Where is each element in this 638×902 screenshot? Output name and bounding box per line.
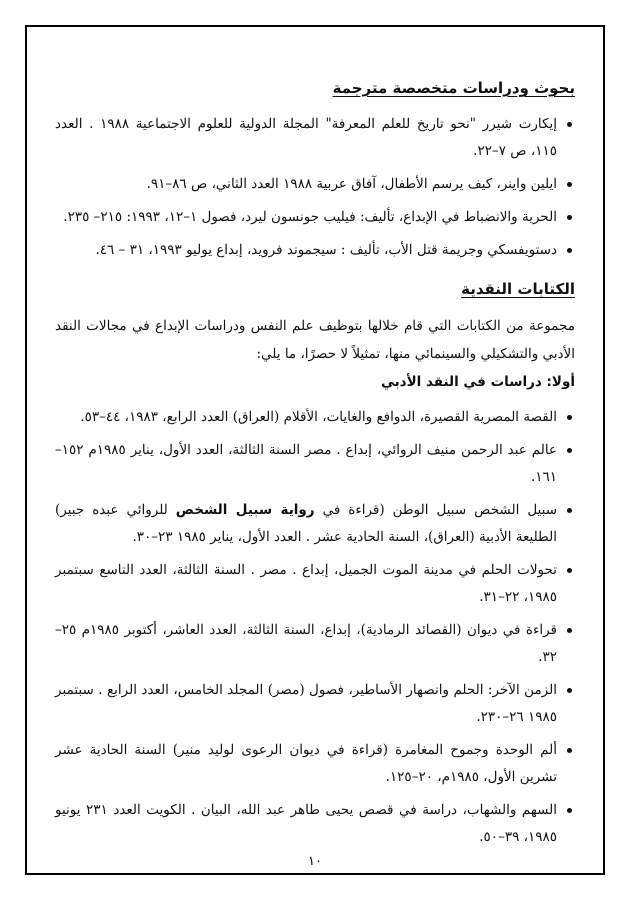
list-item: الزمن الآخر: الحلم وانصهار الأساطير، فصول (مصر) المجلد الخامس، العدد الرابع . سبتمبر ١٩٨٥ ٢٦–٢٣٠. — [55, 677, 575, 731]
list-item: ايلين واينر، كيف يرسم الأطفال، آفاق عربية ١٩٨٨ العدد الثاني، ص ٨٦–٩١. — [55, 171, 575, 198]
section-title-translated-studies: بحوث ودراسات متخصصة مترجمة — [332, 79, 575, 97]
page-content — [55, 79, 575, 857]
section-title-critical-writings: الكتابات النقدية — [461, 280, 575, 298]
list-item: عالم عبد الرحمن منيف الروائي، إبداع . مصر السنة الثالثة، العدد الأول، يناير ١٩٨٥م ١٥٢–١٦١. — [55, 437, 575, 491]
list-item: إيكارت شيرر "نحو تاريخ للعلم المعرفة" المجلة الدولية للعلوم الاجتماعية ١٩٨٨ . العدد ١١٥، ص ٧–٢٢. — [55, 111, 575, 165]
list-item: ألم الوحدة وجموح المغامرة (قراءة في ديوان الرعوى لوليد منير) السنة الحادية عشر تشرين الأول، ١٩٨٥م، ٢٠–١٢٥. — [55, 737, 575, 791]
item-text-after: للروائي عبده جبير) الطليعة الأدبية (العراق)، السنة الحادية عشر . العدد الأول، يناير ١٩٨٥ ٢٣–٣٠. — [55, 502, 557, 545]
list-item: السهم والشهاب، دراسة في قصص يحيى طاهر عبد الله، البيان . الكويت العدد ٢٣١ يونيو ١٩٨٥، ٣٩–٥٠. — [55, 797, 575, 851]
novel-title-emphasis: رواية سبيل الشخص — [175, 502, 315, 518]
list-item: القصة المصرية القصيرة، الدوافع والغايات، الأقلام (العراق) العدد الرابع، ١٩٨٣، ٤٤–٥٣. — [55, 404, 575, 431]
page-number: ١٠ — [308, 854, 322, 869]
section-intro: مجموعة من الكتابات التي قام خلالها بتوظيف علم النفس ودراسات الإبداع في مجالات النقد الأدبي والتشكيلي والسينمائي منها، تمثيلاً لا حصرًا، ما يلي: — [55, 318, 575, 362]
list-item: قراءة في ديوان (القصائد الرمادية)، إبداع، السنة الثالثة، العدد العاشر، أكتوبر ١٩٨٥م ٢٥–٣٢. — [55, 617, 575, 671]
list-item: دستويفسكي وجريمة قتل الأب، تأليف : سيجموند فرويد، إبداع يوليو ١٩٩٣، ٣١ – ٤٦. — [55, 237, 575, 264]
literary-criticism-list — [55, 404, 575, 851]
translated-studies-list — [55, 111, 575, 264]
list-item — [55, 497, 575, 551]
item-text-before: سبيل الشخص سبيل الوطن (قراءة في — [314, 502, 558, 518]
list-item: تحولات الحلم في مدينة الموت الجميل، إبداع . مصر . السنة الثالثة، العدد التاسع سبتمبر ١٩٨٥، ٢٢–٣١. — [55, 557, 575, 611]
document-page — [25, 25, 605, 875]
list-item: الحرية والانضباط في الإبداع، تأليف: فيليب جونسون ليرد، فصول ١–١٢، ١٩٩٣: ٢١٥– ٢٣٥. — [55, 204, 575, 231]
subsection-title-literary-criticism: أولا: دراسات في النقد الأدبي — [380, 374, 575, 390]
